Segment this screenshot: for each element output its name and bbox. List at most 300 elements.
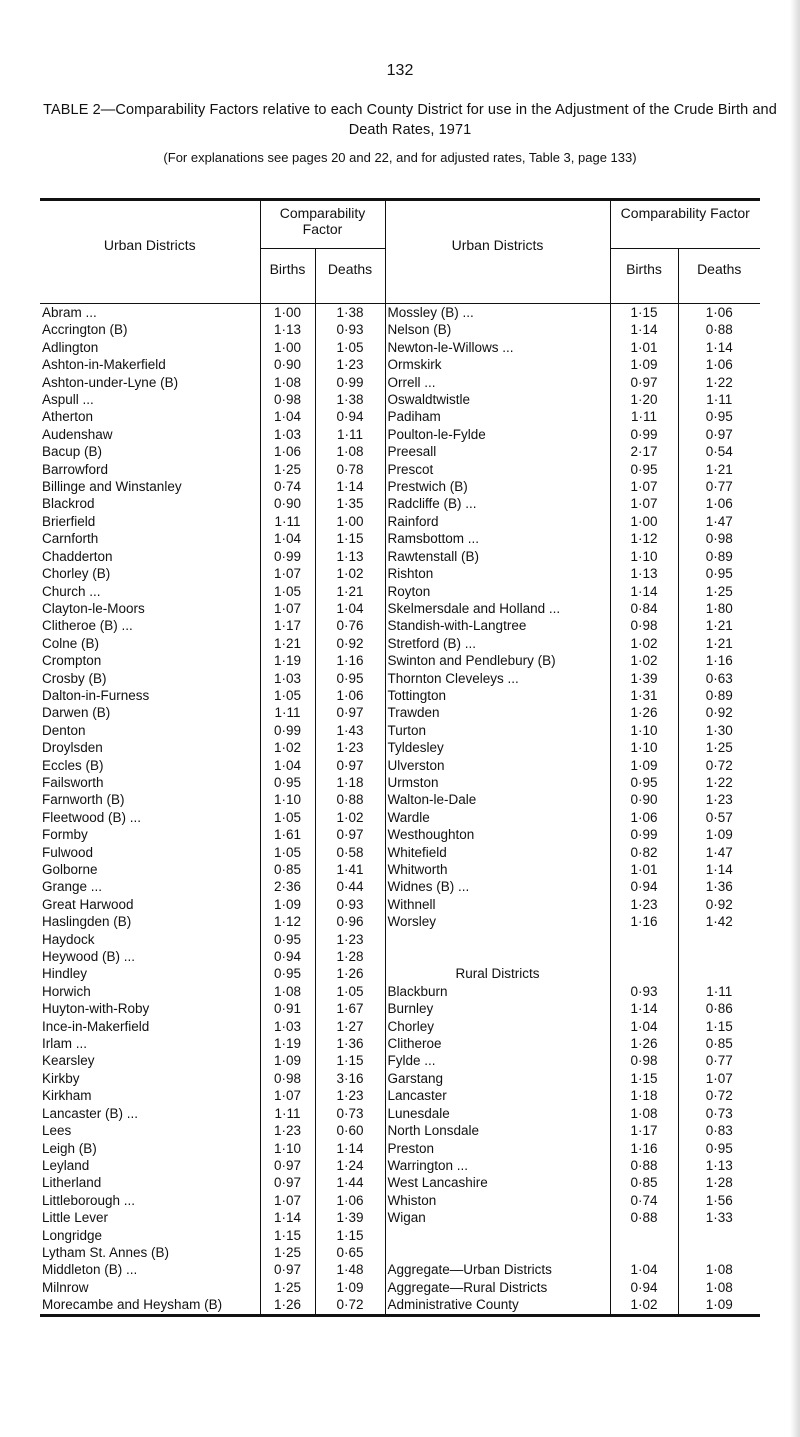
births-factor-right: [610, 1244, 678, 1261]
deaths-factor-left: 1·23: [315, 739, 385, 756]
deaths-factor-right: 1·09: [678, 1296, 760, 1315]
deaths-factor-left: 1·26: [315, 965, 385, 982]
district-name-right: Prestwich (B): [385, 478, 610, 495]
deaths-factor-right: 0·77: [678, 1052, 760, 1069]
district-name-left: Denton: [42, 722, 86, 738]
deaths-factor-left: 0·99: [315, 374, 385, 391]
district-name-left: Morecambe and Heysham (B): [42, 1297, 223, 1313]
table-row: [40, 1244, 760, 1261]
births-factor-right: 0·99: [610, 826, 678, 843]
deaths-factor-left: 1·43: [315, 722, 385, 739]
table-row: [40, 1192, 760, 1209]
table-row: [40, 1296, 760, 1315]
deaths-factor-left: 0·76: [315, 617, 385, 634]
deaths-factor-right: 1·21: [678, 635, 760, 652]
district-name-left: Kearsley: [42, 1053, 95, 1069]
deaths-factor-right: 0·89: [678, 687, 760, 704]
deaths-factor-right: 0·77: [678, 478, 760, 495]
district-name-right: Whitefield: [385, 844, 610, 861]
births-factor-left: 1·02: [260, 739, 315, 756]
table-row: [40, 670, 760, 687]
deaths-factor-right: 0·83: [678, 1122, 760, 1139]
district-name-left: Leyland: [42, 1157, 90, 1173]
births-factor-right: 1·09: [610, 757, 678, 774]
deaths-factor-right: 1·06: [678, 495, 760, 512]
table-row: [40, 408, 760, 425]
deaths-factor-right: 0·72: [678, 1087, 760, 1104]
header-comparability-left: Comparability Factor: [260, 201, 385, 249]
table-row: [40, 1279, 760, 1296]
births-factor-left: 0·97: [260, 1174, 315, 1191]
district-name-left: Chorley (B): [42, 566, 111, 582]
births-factor-left: 1·23: [260, 1122, 315, 1139]
deaths-factor-right: 0·72: [678, 757, 760, 774]
table-row: [40, 826, 760, 843]
births-factor-right: 1·31: [610, 687, 678, 704]
table-row: [40, 478, 760, 495]
deaths-factor-right: 0·95: [678, 408, 760, 425]
district-name-left: Little Lever: [42, 1210, 109, 1226]
district-name-left: Irlam ...: [42, 1036, 88, 1052]
births-factor-left: 0·98: [260, 1070, 315, 1087]
deaths-factor-left: 1·13: [315, 548, 385, 565]
deaths-factor-right: 1·22: [678, 374, 760, 391]
births-factor-left: 1·19: [260, 1035, 315, 1052]
district-name-right: Turton: [385, 722, 610, 739]
table-row: [40, 652, 760, 669]
deaths-factor-left: 1·15: [315, 1052, 385, 1069]
table-row: [40, 304, 760, 321]
table-row: [40, 1227, 760, 1244]
deaths-factor-right: 1·09: [678, 826, 760, 843]
district-name-left: Brierfield: [42, 513, 96, 529]
district-name-left: Lancaster (B) ...: [42, 1105, 139, 1121]
table-row: [40, 913, 760, 930]
deaths-factor-right: 1·14: [678, 339, 760, 356]
deaths-factor-left: 1·14: [315, 1140, 385, 1157]
table-row: [40, 635, 760, 652]
district-name-right: [385, 1227, 610, 1244]
district-name-right: Withnell: [385, 896, 610, 913]
deaths-factor-left: 1·44: [315, 1174, 385, 1191]
table-row: [40, 1261, 760, 1278]
births-factor-left: 1·11: [260, 1105, 315, 1122]
header-district-left: Urban Districts: [103, 237, 196, 253]
births-factor-left: 1·05: [260, 687, 315, 704]
births-factor-right: 1·16: [610, 1140, 678, 1157]
deaths-factor-left: 1·06: [315, 1192, 385, 1209]
district-name-left: Abram ...: [42, 305, 97, 320]
district-name-left: Huyton-with-Roby: [42, 1001, 150, 1017]
births-factor-left: 1·03: [260, 1018, 315, 1035]
table-row: [40, 774, 760, 791]
births-factor-right: 1·23: [610, 896, 678, 913]
deaths-factor-right: 0·98: [678, 530, 760, 547]
district-name-right: Tottington: [385, 687, 610, 704]
deaths-factor-right: 1·42: [678, 913, 760, 930]
deaths-factor-left: 1·24: [315, 1157, 385, 1174]
deaths-factor-right: 0·92: [678, 704, 760, 721]
deaths-factor-right: 0·86: [678, 1000, 760, 1017]
table-row: [40, 791, 760, 808]
table-row: [40, 739, 760, 756]
deaths-factor-left: 0·92: [315, 635, 385, 652]
births-factor-left: 1·11: [260, 704, 315, 721]
deaths-factor-right: 1·21: [678, 617, 760, 634]
births-factor-right: 0·88: [610, 1209, 678, 1226]
table-row: [40, 809, 760, 826]
deaths-factor-left: 1·38: [315, 391, 385, 408]
header-births-right: Births: [610, 249, 678, 290]
births-factor-right: 1·04: [610, 1261, 678, 1278]
district-name-right: Whiston: [385, 1192, 610, 1209]
births-factor-right: 0·94: [610, 878, 678, 895]
births-factor-right: 1·08: [610, 1105, 678, 1122]
district-name-left: Ince-in-Makerfield: [42, 1018, 150, 1034]
deaths-factor-right: 0·92: [678, 896, 760, 913]
table-body: [40, 304, 760, 1315]
births-factor-right: 1·26: [610, 704, 678, 721]
district-name-right: [385, 948, 610, 965]
births-factor-left: 1·15: [260, 1227, 315, 1244]
deaths-factor-right: 0·88: [678, 321, 760, 338]
district-name-right: Chorley: [385, 1018, 610, 1035]
district-name-left: Formby: [42, 827, 88, 843]
births-factor-left: 1·14: [260, 1209, 315, 1226]
deaths-factor-right: 1·33: [678, 1209, 760, 1226]
deaths-factor-left: 1·36: [315, 1035, 385, 1052]
district-name-left: Kirkby: [42, 1070, 80, 1086]
births-factor-left: 1·07: [260, 1192, 315, 1209]
deaths-factor-right: 1·07: [678, 1070, 760, 1087]
deaths-factor-right: [678, 948, 760, 965]
deaths-factor-left: 1·09: [315, 1279, 385, 1296]
district-name-left: Audenshaw: [42, 426, 113, 442]
table-row: [40, 548, 760, 565]
deaths-factor-left: 0·96: [315, 913, 385, 930]
deaths-factor-right: 1·36: [678, 878, 760, 895]
table-row: [40, 1018, 760, 1035]
table-row: [40, 1140, 760, 1157]
deaths-factor-right: 1·08: [678, 1261, 760, 1278]
deaths-factor-right: 0·57: [678, 809, 760, 826]
births-factor-left: 1·21: [260, 635, 315, 652]
district-name-right: Whitworth: [385, 861, 610, 878]
births-factor-left: 1·26: [260, 1296, 315, 1315]
deaths-factor-right: 0·73: [678, 1105, 760, 1122]
table-row: [40, 530, 760, 547]
deaths-factor-left: 1·06: [315, 687, 385, 704]
district-name-left: Milnrow: [42, 1279, 89, 1295]
births-factor-right: 1·13: [610, 565, 678, 582]
births-factor-left: 1·04: [260, 408, 315, 425]
births-factor-right: 1·18: [610, 1087, 678, 1104]
deaths-factor-left: 1·08: [315, 443, 385, 460]
births-factor-right: 1·14: [610, 321, 678, 338]
district-name-left: Littleborough ...: [42, 1192, 136, 1208]
deaths-factor-right: [678, 1244, 760, 1261]
deaths-factor-left: 1·23: [315, 931, 385, 948]
deaths-factor-left: 1·35: [315, 495, 385, 512]
deaths-factor-right: 1·16: [678, 652, 760, 669]
district-name-right: Westhoughton: [385, 826, 610, 843]
births-factor-left: 1·03: [260, 426, 315, 443]
table-row: [40, 321, 760, 338]
district-name-left: Litherland: [42, 1175, 102, 1191]
table-row: [40, 931, 760, 948]
deaths-factor-right: 0·95: [678, 565, 760, 582]
deaths-factor-right: 1·25: [678, 739, 760, 756]
births-factor-left: 0·74: [260, 478, 315, 495]
district-name-left: Aspull ...: [42, 392, 94, 408]
births-factor-right: [610, 1227, 678, 1244]
births-factor-right: 0·82: [610, 844, 678, 861]
deaths-factor-left: 1·18: [315, 774, 385, 791]
district-name-left: Great Harwood: [42, 896, 134, 912]
births-factor-left: 0·95: [260, 931, 315, 948]
deaths-factor-left: 0·65: [315, 1244, 385, 1261]
births-factor-right: 1·26: [610, 1035, 678, 1052]
table-row: [40, 1052, 760, 1069]
births-factor-left: 0·97: [260, 1261, 315, 1278]
deaths-factor-left: 1·67: [315, 1000, 385, 1017]
deaths-factor-left: 1·16: [315, 652, 385, 669]
deaths-factor-left: 1·27: [315, 1018, 385, 1035]
district-name-left: Fulwood: [42, 844, 94, 860]
births-factor-right: 0·90: [610, 791, 678, 808]
births-factor-left: 1·08: [260, 374, 315, 391]
births-factor-left: 0·97: [260, 1157, 315, 1174]
deaths-factor-left: 1·23: [315, 1087, 385, 1104]
births-factor-left: 0·90: [260, 495, 315, 512]
district-name-right: Skelmersdale and Holland ...: [385, 600, 610, 617]
deaths-factor-right: 1·25: [678, 583, 760, 600]
table-row: [40, 356, 760, 373]
deaths-factor-left: 0·78: [315, 461, 385, 478]
births-factor-right: 1·39: [610, 670, 678, 687]
district-name-right: Wigan: [385, 1209, 610, 1226]
district-name-right: Fylde ...: [385, 1052, 610, 1069]
district-name-left: Longridge: [42, 1227, 103, 1243]
district-name-right: Trawden: [385, 704, 610, 721]
header-district-right: Urban Districts: [385, 201, 610, 289]
births-factor-right: 1·12: [610, 530, 678, 547]
births-factor-right: [610, 931, 678, 948]
deaths-factor-left: 1·21: [315, 583, 385, 600]
district-name-left: Golborne: [42, 862, 98, 877]
table-row: [40, 443, 760, 460]
district-name-right: Urmston: [385, 774, 610, 791]
district-name-right: Tyldesley: [385, 739, 610, 756]
district-name-left: Carnforth: [42, 531, 99, 547]
births-factor-right: 1·16: [610, 913, 678, 930]
district-name-right: Garstang: [385, 1070, 610, 1087]
deaths-factor-right: 0·85: [678, 1035, 760, 1052]
table-row: [40, 757, 760, 774]
table-row: [40, 704, 760, 721]
births-factor-left: 1·10: [260, 791, 315, 808]
district-name-left: Ashton-under-Lyne (B): [42, 374, 179, 390]
deaths-factor-left: 1·05: [315, 983, 385, 1000]
district-name-right: Rawtenstall (B): [385, 548, 610, 565]
table-row: [40, 965, 760, 982]
births-factor-left: 1·05: [260, 809, 315, 826]
district-name-right: Administrative County: [385, 1296, 610, 1315]
deaths-factor-right: 1·14: [678, 861, 760, 878]
table-row: [40, 1122, 760, 1139]
deaths-factor-right: 1·22: [678, 774, 760, 791]
deaths-factor-left: 0·94: [315, 408, 385, 425]
births-factor-left: 1·07: [260, 600, 315, 617]
table-row: [40, 1070, 760, 1087]
district-name-right: West Lancashire: [385, 1174, 610, 1191]
births-factor-right: 0·88: [610, 1157, 678, 1174]
deaths-factor-left: 0·72: [315, 1296, 385, 1315]
deaths-factor-left: 0·93: [315, 321, 385, 338]
births-factor-right: 1·14: [610, 1000, 678, 1017]
district-name-right: Poulton-le-Fylde: [385, 426, 610, 443]
births-factor-right: 2·17: [610, 443, 678, 460]
births-factor-left: 1·03: [260, 670, 315, 687]
deaths-factor-left: 1·11: [315, 426, 385, 443]
deaths-factor-right: 1·47: [678, 844, 760, 861]
births-factor-right: 0·98: [610, 617, 678, 634]
deaths-factor-right: 1·47: [678, 513, 760, 530]
table-row: [40, 391, 760, 408]
table-row: [40, 426, 760, 443]
district-name-left: Clitheroe (B) ...: [42, 618, 133, 634]
births-factor-left: 0·91: [260, 1000, 315, 1017]
page-number: 132: [386, 62, 414, 79]
deaths-factor-left: 3·16: [315, 1070, 385, 1087]
births-factor-left: 1·25: [260, 1279, 315, 1296]
district-name-left: Hindley: [42, 966, 88, 982]
deaths-factor-left: 1·41: [315, 861, 385, 878]
births-factor-right: 0·95: [610, 461, 678, 478]
births-factor-left: 2·36: [260, 878, 315, 895]
table-row: [40, 687, 760, 704]
births-factor-left: 1·09: [260, 1052, 315, 1069]
district-name-right: Standish-with-Langtree: [385, 617, 610, 634]
births-factor-right: 1·02: [610, 652, 678, 669]
births-factor-left: 0·85: [260, 861, 315, 878]
district-name-right: Padiham: [385, 408, 610, 425]
births-factor-right: 1·10: [610, 739, 678, 756]
district-name-right: Aggregate—Urban Districts: [385, 1261, 610, 1278]
table-row: [40, 461, 760, 478]
district-name-left: Clayton-le-Moors: [42, 600, 145, 616]
births-factor-left: 1·07: [260, 1087, 315, 1104]
district-name-right: Radcliffe (B) ...: [385, 495, 610, 512]
deaths-factor-left: 0·97: [315, 826, 385, 843]
births-factor-left: 0·90: [260, 356, 315, 373]
deaths-factor-right: 1·06: [678, 304, 760, 321]
births-factor-right: 0·99: [610, 426, 678, 443]
district-name-right: Walton-le-Dale: [385, 791, 610, 808]
district-name-right: Rishton: [385, 565, 610, 582]
district-name-left: Heywood (B) ...: [42, 949, 136, 965]
district-name-right: Orrell ...: [385, 374, 610, 391]
district-name-left: Lytham St. Annes (B): [42, 1244, 170, 1260]
table-row: [40, 1105, 760, 1122]
district-name-left: Crosby (B): [42, 670, 107, 686]
births-factor-left: 1·04: [260, 757, 315, 774]
table-row: [40, 1174, 760, 1191]
district-name-right: Ulverston: [385, 757, 610, 774]
district-name-left: Chadderton: [42, 548, 113, 564]
page-edge-shadow: [790, 0, 800, 1437]
district-name-left: Lees: [42, 1123, 72, 1139]
deaths-factor-right: 1·11: [678, 983, 760, 1000]
deaths-factor-right: 0·54: [678, 443, 760, 460]
table-row: [40, 1209, 760, 1226]
table-row: [40, 374, 760, 391]
births-factor-right: 1·15: [610, 304, 678, 321]
deaths-factor-right: 1·15: [678, 1018, 760, 1035]
deaths-factor-left: 0·95: [315, 670, 385, 687]
district-name-right: Worsley: [385, 913, 610, 930]
table-row: [40, 1157, 760, 1174]
births-factor-left: 1·05: [260, 844, 315, 861]
deaths-factor-right: 1·21: [678, 461, 760, 478]
births-factor-left: 1·12: [260, 913, 315, 930]
deaths-factor-left: 0·88: [315, 791, 385, 808]
district-name-right: Aggregate—Rural Districts: [385, 1279, 610, 1296]
table-row: [40, 983, 760, 1000]
header-comparability-right: Comparability Factor: [610, 201, 760, 249]
births-factor-left: 1·07: [260, 565, 315, 582]
deaths-factor-left: 1·02: [315, 809, 385, 826]
district-name-right: Swinton and Pendlebury (B): [385, 652, 610, 669]
table-row: [40, 617, 760, 634]
deaths-factor-right: 0·97: [678, 426, 760, 443]
deaths-factor-right: [678, 965, 760, 982]
births-factor-right: 1·00: [610, 513, 678, 530]
district-name-left: Fleetwood (B) ...: [42, 809, 142, 825]
births-factor-left: 1·08: [260, 983, 315, 1000]
comparability-table-container: [40, 198, 760, 1317]
births-factor-right: 1·10: [610, 548, 678, 565]
table-title: TABLE 2—Comparability Factors relative to each County District for use in the Adjustment of the Crude Birth and Death Rates, 1971: [43, 102, 777, 138]
births-factor-left: 0·99: [260, 722, 315, 739]
district-name-left: Kirkham: [42, 1088, 92, 1104]
district-name-right: Lunesdale: [385, 1105, 610, 1122]
header-deaths-right: Deaths: [678, 249, 760, 290]
table-row: [40, 896, 760, 913]
deaths-factor-left: 1·02: [315, 565, 385, 582]
deaths-factor-right: 1·56: [678, 1192, 760, 1209]
district-name-right: Oswaldtwistle: [385, 391, 610, 408]
deaths-factor-left: 0·93: [315, 896, 385, 913]
births-factor-right: 1·01: [610, 861, 678, 878]
district-name-left: Colne (B): [42, 635, 100, 651]
district-name-right: Royton: [385, 583, 610, 600]
births-factor-left: 1·61: [260, 826, 315, 843]
deaths-factor-right: [678, 1227, 760, 1244]
births-factor-right: 1·10: [610, 722, 678, 739]
district-name-left: Blackrod: [42, 496, 95, 512]
table-row: [40, 600, 760, 617]
deaths-factor-left: 1·05: [315, 339, 385, 356]
district-name-left: Failsworth: [42, 774, 104, 790]
district-name-left: Haslingden (B): [42, 914, 132, 930]
deaths-factor-left: 1·39: [315, 1209, 385, 1226]
table-row: [40, 861, 760, 878]
births-factor-right: 0·84: [610, 600, 678, 617]
births-factor-right: 1·07: [610, 478, 678, 495]
table-row: [40, 513, 760, 530]
deaths-factor-left: 0·60: [315, 1122, 385, 1139]
